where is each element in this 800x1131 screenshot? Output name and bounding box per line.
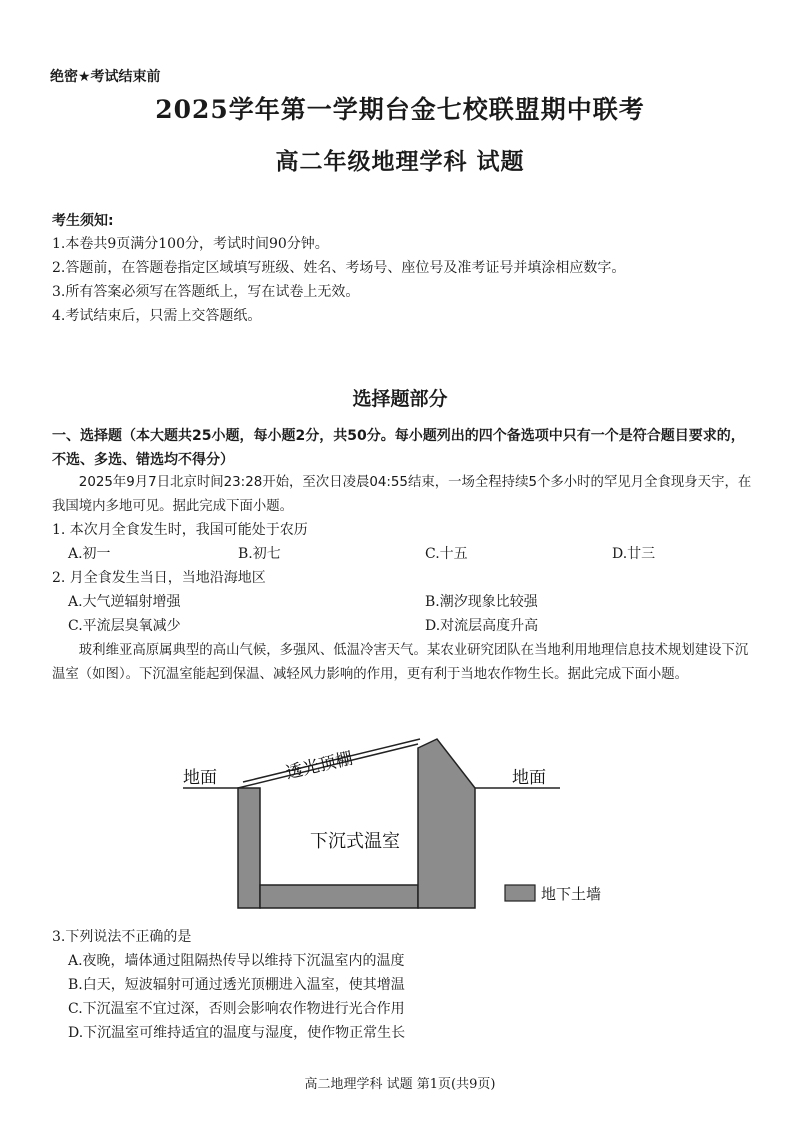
question-3-stem: 3.下列说法不正确的是 <box>52 929 192 945</box>
question-1-option-a: A.初一 <box>68 546 111 562</box>
section-instruction: 一、选择题（本大题共25小题，每小题2分，共50分。每小题列出的四个备选项中只有一个是符合题目要求的，不选、多选、错选均不得分） <box>52 428 745 468</box>
notes-item: 3.所有答案必须写在答题纸上，写在试卷上无效。 <box>52 284 360 300</box>
question-2-option-b: B.潮汐现象比较强 <box>425 594 538 610</box>
question-1-stem: 1. 本次月全食发生时，我国可能处于农历 <box>52 522 308 538</box>
question-3-option-b: B.白天，短波辐射可通过透光顶棚进入温室，使其增温 <box>68 977 405 993</box>
question-2-stem: 2. 月全食发生当日，当地沿海地区 <box>52 570 266 586</box>
notes-item: 4.考试结束后，只需上交答题纸。 <box>52 308 262 324</box>
exam-title: 2025学年第一学期台金七校联盟期中联考 <box>155 95 645 124</box>
question-2-option-c: C.平流层臭氧减少 <box>68 618 181 634</box>
notes-item: 2.答题前，在答题卷指定区域填写班级、姓名、考场号、座位号及准考证号并填涂相应数字。 <box>52 260 626 276</box>
question-2-option-d: D.对流层高度升高 <box>425 618 539 634</box>
notes-list <box>52 232 625 328</box>
question-2-option-a: A.大气逆辐射增强 <box>68 594 181 610</box>
notes-heading: 考生须知: <box>52 213 114 229</box>
question-3-option-d: D.下沉温室可维持适宜的温度与湿度，使作物正常生长 <box>68 1025 406 1041</box>
right-soil-wall <box>418 739 475 908</box>
room-label: 下沉式温室 <box>310 831 400 852</box>
page-footer: 高二地理学科 试题 第1页(共9页) <box>304 1077 496 1092</box>
notes-item: 1.本卷共9页满分100分，考试时间90分钟。 <box>52 236 329 252</box>
left-soil-wall <box>238 788 260 908</box>
ground-label-right: 地面 <box>512 768 546 788</box>
section-title: 选择题部分 <box>352 388 448 410</box>
passage-greenhouse: 玻利维亚高原属典型的高山气候，多强风、低温冷害天气。某农业研究团队在当地利用地理信息技术规划建设下沉温室（如图）。下沉温室能起到保温、减轻风力影响的作用，更有利于当地农作物生长。据此完成下面小题。 <box>52 643 749 682</box>
exam-subtitle: 高二年级地理学科 试题 <box>275 148 525 175</box>
question-3-option-c: C.下沉温室不宜过深，否则会影响农作物进行光合作用 <box>68 1001 405 1017</box>
question-1-option-b: B.初七 <box>238 546 281 562</box>
passage-eclipse: 2025年9月7日北京时间23:28开始，至次日凌晨04:55结束，一场全程持续5个多小时的罕见月全食现身天宇，在我国境内多地可见。据此完成下面小题。 <box>52 475 752 514</box>
legend-swatch <box>505 885 535 901</box>
question-1-option-d: D.廿三 <box>612 546 656 562</box>
question-1-option-c: C.十五 <box>425 546 468 562</box>
sunken-greenhouse-diagram <box>175 725 615 915</box>
ground-label-left: 地面 <box>183 768 217 788</box>
question-3-option-a: A.夜晚，墙体通过阻隔热传导以维持下沉温室内的温度 <box>68 953 405 969</box>
floor-soil <box>260 885 418 908</box>
legend-label: 地下土墙 <box>541 885 602 903</box>
roof-label: 透光顶棚 <box>283 748 355 784</box>
confidential-label: 绝密★考试结束前 <box>50 69 161 85</box>
